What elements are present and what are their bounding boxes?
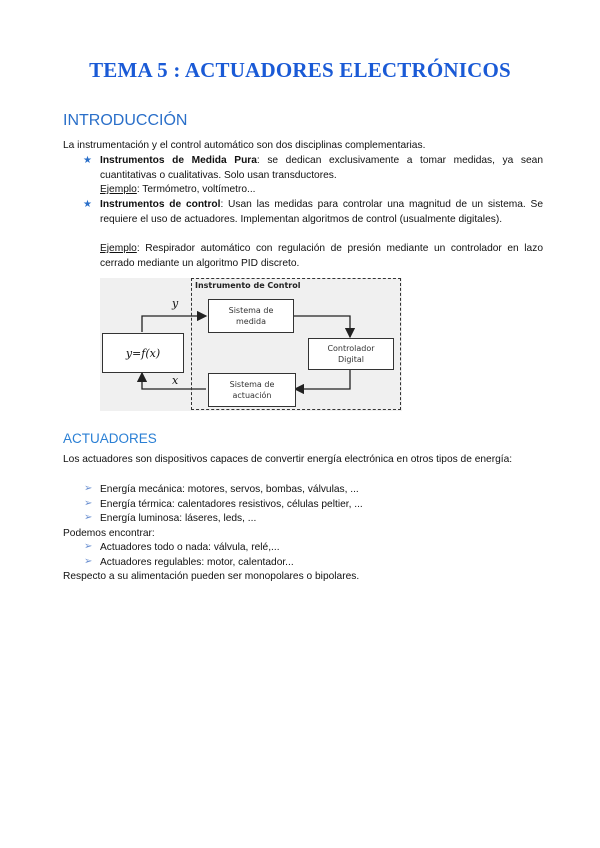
intro-paragraph: La instrumentación y el control automático son dos disciplinas complementarias.	[63, 140, 426, 151]
page-title: TEMA 5 : ACTUADORES ELECTRÓNICOS	[89, 58, 511, 82]
actuadores-paragraph: Los actuadores son dispositivos capaces de convertir energía electrónica en otros tipos de energía:	[63, 454, 513, 465]
bullet-strong: Instrumentos de control	[100, 199, 221, 210]
example-control	[100, 242, 543, 271]
controller-label-1: Controlador	[327, 344, 375, 353]
bullet-text: : Usan las medidas para controlar una magnitud de un sistema. Se requiere el uso de actuadores. Implementan algoritmos de control (usualmente digitales).	[100, 199, 543, 225]
type-item: Actuadores todo o nada: válvula, relé,...	[100, 542, 280, 553]
star-bullet-icon: ★	[83, 155, 92, 166]
actuation-label-1: Sistema de	[229, 380, 275, 389]
type-item: Actuadores regulables: motor, calentador...	[100, 557, 294, 568]
bullet-strong: Instrumentos de Medida Pura	[100, 155, 257, 166]
energy-item: Energía luminosa: láseres, leds, ...	[100, 513, 257, 524]
example-text: : Termómetro, voltímetro...	[136, 184, 256, 195]
arrow-bullet-icon: ➢	[84, 483, 93, 494]
plant-box: y=f(x)	[102, 333, 184, 373]
actuation-box	[208, 373, 296, 407]
measure-label-2: medida	[236, 317, 266, 326]
controller-box	[308, 338, 394, 370]
energy-item: Energía mecánica: motores, servos, bombas, válvulas, ...	[100, 484, 359, 495]
bullet-text: : se dedican exclusivamente a tomar medidas, ya sean cuantitativas o cualitativas. Solo usan transductores.	[100, 155, 543, 181]
example-label: Ejemplo	[100, 243, 137, 254]
measure-box	[208, 299, 294, 333]
section-heading-actuadores: ACTUADORES	[63, 431, 157, 446]
signal-y-label: y	[172, 297, 179, 310]
example-medida-pura	[100, 183, 543, 198]
example-text: : Respirador automático con regulación de presión mediante un controlador en lazo cerrado mediante un algoritmo PID discreto.	[100, 243, 543, 269]
arrow-bullet-icon: ➢	[84, 498, 93, 509]
arrow-bullet-icon: ➢	[84, 541, 93, 552]
actuation-label-2: actuación	[232, 391, 272, 400]
energy-item: Energía térmica: calentadores resistivos, células peltier, ...	[100, 499, 363, 510]
closing-text: Respecto a su alimentación pueden ser monopolares o bipolares.	[63, 571, 360, 582]
signal-x-label: x	[172, 374, 179, 387]
podemos-text: Podemos encontrar:	[63, 528, 155, 539]
measure-label-1: Sistema de	[228, 306, 274, 315]
example-label: Ejemplo	[100, 184, 137, 195]
arrow-bullet-icon: ➢	[84, 512, 93, 523]
bullet-control	[100, 198, 543, 227]
instrument-group-label: Instrumento de Control	[195, 281, 301, 290]
control-loop-diagram	[100, 278, 402, 411]
controller-label-2: Digital	[338, 355, 364, 364]
star-bullet-icon: ★	[83, 199, 92, 210]
arrow-bullet-icon: ➢	[84, 556, 93, 567]
section-heading-introduccion: INTRODUCCIÓN	[63, 112, 188, 129]
bullet-medida-pura	[100, 154, 543, 183]
